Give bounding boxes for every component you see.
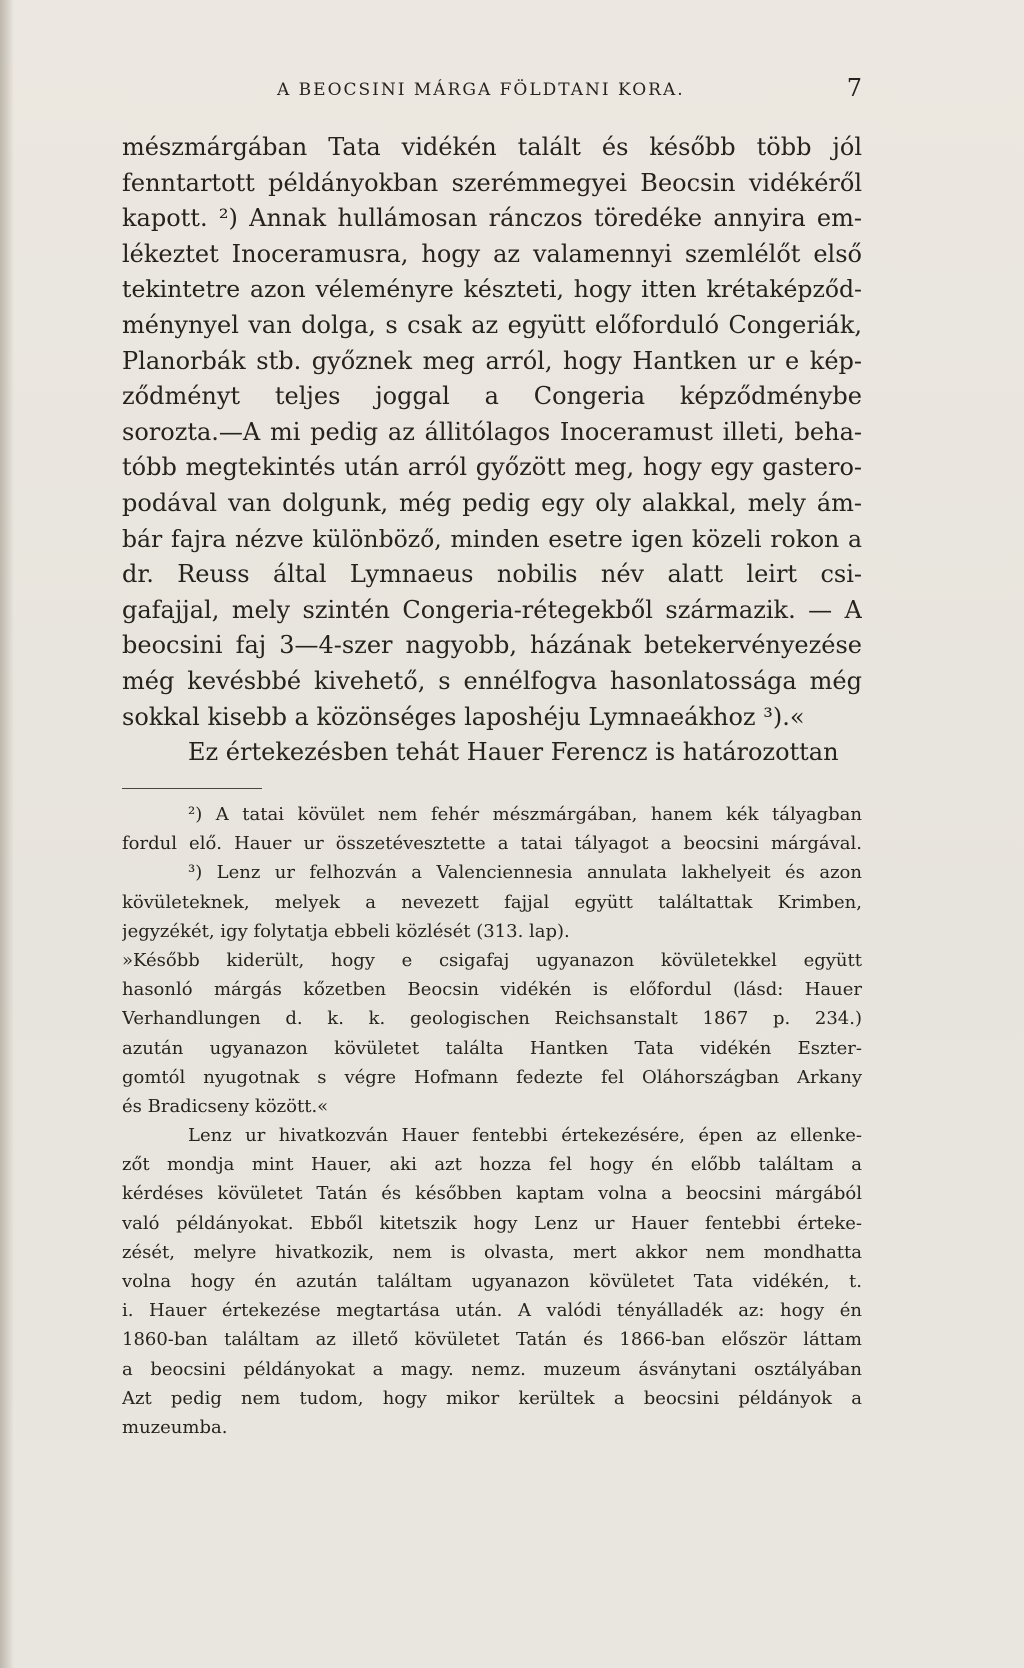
running-title: A BEOCSINI MÁRGA FÖLDTANI KORA. <box>277 80 685 100</box>
main-text <box>122 130 862 771</box>
footnotes <box>122 800 862 1442</box>
page-number: 7 <box>846 74 862 102</box>
footnote-line: »Később kiderült, hogy e csigafaj ugyanazon kövületekkel együtt <box>122 949 862 971</box>
footnote-line: a beocsini példányokat a magy. nemz. muzeum ásványtani osztályában <box>122 1358 862 1380</box>
footnote-line: zését, melyre hivatkozik, nem is olvasta, mert akkor nem mondhatta <box>122 1241 862 1263</box>
text-line: fenntartott példányokban szerémmegyei Beocsin vidékéről <box>122 168 862 197</box>
footnote-line: hasonló márgás kőzetben Beocsin vidékén is előfordul (lásd: Hauer <box>122 979 862 1001</box>
text-line: podával van dolgunk, még pedig egy oly alakkal, mely ám- <box>122 488 862 517</box>
text-line: dr. Reuss által Lymnaeus nobilis név alatt leirt csi- <box>122 560 862 589</box>
text-line: gafajjal, mely szintén Congeria-rétegekből származik. — A <box>122 595 862 624</box>
footnote-line: való példányokat. Ebből kitetszik hogy Lenz ur Hauer fentebbi érteke- <box>122 1212 862 1234</box>
footnote-line: kövületeknek, melyek a nevezett fajjal együtt találtattak Krimben, <box>122 891 862 913</box>
text-line: tóbb megtekintés után arról győzött meg, hogy egy gastero- <box>122 453 862 482</box>
text-line: bár fajra nézve különböző, minden esetre igen közeli rokon a <box>122 524 862 553</box>
footnote-line: Lenz ur hivatkozván Hauer fentebbi értekezésére, épen az ellenke- <box>188 1125 862 1147</box>
text-line: még kevésbbé kivehető, s ennélfogva hasonlatossága még <box>122 666 862 695</box>
footnote-line: jegyzékét, igy folytatja ebbeli közlését (313. lap). <box>122 920 570 942</box>
footnote-line: és Bradicseny között.« <box>122 1095 329 1117</box>
text-line: ződményt teljes joggal a Congeria képződménybe <box>122 382 862 411</box>
footnote-line: kérdéses kövületet Tatán és későbben kaptam volna a beocsini márgából <box>122 1183 862 1205</box>
footnote-line: ³) Lenz ur felhozván a Valenciennesia annulata lakhelyeit és azon <box>188 862 862 884</box>
text-line: ménynyel van dolga, s csak az együtt előforduló Congeriák, <box>122 310 862 339</box>
footnote-line: i. Hauer értekezése megtartása után. A valódi tényálladék az: hogy én <box>122 1300 862 1322</box>
text-line: Planorbák stb. győznek meg arról, hogy Hantken ur e kép- <box>122 346 862 375</box>
footnote-divider <box>122 788 262 789</box>
text-line: beocsini faj 3—4-szer nagyobb, házának betekervényezése <box>122 631 862 660</box>
text-line: kapott. ²) Annak hullámosan ránczos töredéke annyira em- <box>122 204 862 233</box>
footnote-line: fordul elő. Hauer ur összetévesztette a tatai tályagot a beocsini márgával. <box>122 833 862 855</box>
text-line: sorozta.—A mi pedig az állitólagos Inoceramust illeti, beha- <box>122 417 862 446</box>
text-line: Ez értekezésben tehát Hauer Ferencz is határozottan <box>188 738 839 767</box>
text-line: mészmárgában Tata vidékén talált és később több jól <box>122 133 862 161</box>
footnote-line: muzeumba. <box>122 1416 228 1438</box>
text-line: sokkal kisebb a közönséges laposhéju Lymnaeákhoz ³).« <box>122 702 805 731</box>
footnote-line: gomtól nyugotnak s végre Hofmann fedezte fel Oláhországban Arkany <box>122 1066 862 1088</box>
footnote-line: ²) A tatai kövület nem fehér mészmárgában, hanem kék tályagban <box>188 804 862 825</box>
text-line: lékeztet Inoceramusra, hogy az valamennyi szemlélőt első <box>122 239 862 268</box>
footnote-line: Verhandlungen d. k. k. geologischen Reichsanstalt 1867 p. 234.) <box>122 1008 862 1030</box>
footnote-line: 1860-ban találtam az illető kövületet Tatán és 1866-ban először láttam <box>122 1329 862 1351</box>
footnote-line: azután ugyanazon kövületet találta Hantken Tata vidékén Eszter- <box>122 1037 862 1059</box>
page-header <box>122 74 862 108</box>
text-line: tekintetre azon véleményre készteti, hogy itten krétaképződ- <box>122 275 862 304</box>
page-edge-shadow <box>0 0 14 1668</box>
footnote-line: volna hogy én azután találtam ugyanazon kövületet Tata vidékén, t. <box>122 1271 862 1292</box>
footnote-line: Azt pedig nem tudom, hogy mikor kerültek a beocsini példányok a <box>122 1387 862 1409</box>
footnote-line: zőt mondja mint Hauer, aki azt hozza fel hogy én előbb találtam a <box>122 1154 862 1176</box>
